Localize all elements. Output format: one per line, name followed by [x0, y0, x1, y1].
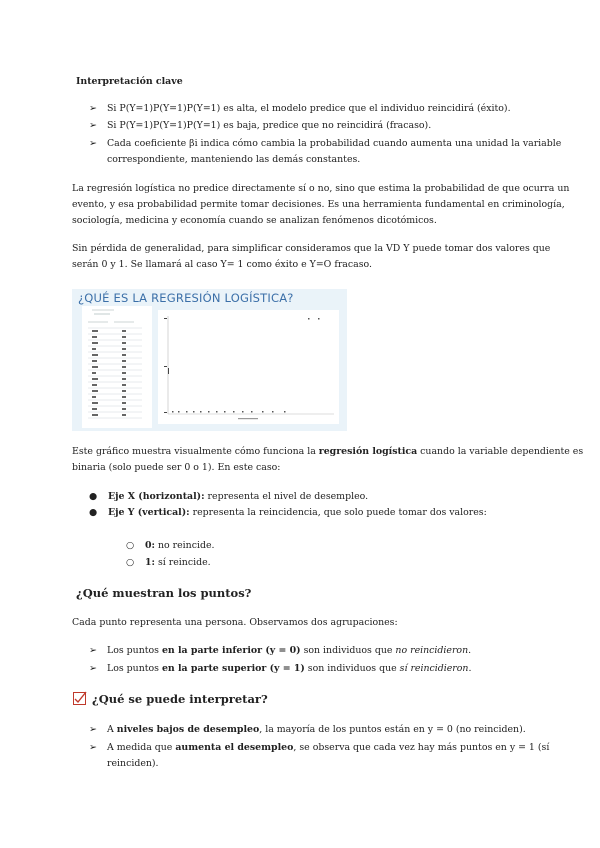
paragraph-line: La regresión logística no predice directamente sí o no, sino que estima la probabilidad de que ocurra un	[72, 183, 570, 194]
list-item	[107, 643, 471, 658]
text-segment: A medida que	[107, 742, 176, 753]
paragraph-line: evento, y esa probabilidad permite tomar decisiones. Es una herramienta fundamental en criminología,	[72, 199, 565, 210]
list-item	[107, 722, 526, 737]
bold-term: aumenta el desempleo	[175, 742, 294, 753]
section-heading-interpretar: ¿Qué se puede interpretar?	[92, 692, 268, 706]
bold-term: niveles bajos de desempleo	[116, 724, 260, 735]
figure-scatter-plot	[158, 310, 339, 424]
bold-term: Eje X (horizontal):	[108, 491, 205, 502]
text-segment: Los puntos	[107, 645, 162, 656]
bold-term: regresión logística	[318, 446, 418, 457]
text-segment: A	[107, 724, 117, 735]
arrow-bullet-icon: ➢	[89, 120, 97, 131]
bold-term: 1:	[145, 557, 155, 568]
paragraph-line: Sin pérdida de generalidad, para simplificar consideramos que la VD Y puede tomar dos valores que	[72, 243, 551, 254]
bold-term: en la parte superior (y = 1)	[161, 663, 305, 674]
section-heading-interpretacion: Interpretación clave	[76, 76, 183, 87]
text-segment: Este gráfico muestra visualmente cómo funciona la	[72, 446, 319, 457]
bold-term: 0:	[145, 540, 155, 551]
arrow-bullet-icon: ➢	[89, 742, 97, 753]
list-item	[108, 489, 368, 504]
text-segment: , se observa que cada vez hay más puntos en y = 1 (sí	[293, 742, 550, 753]
list-item	[107, 740, 549, 755]
figure-image	[72, 289, 347, 431]
arrow-bullet-icon: ➢	[89, 724, 97, 735]
scatter-thumbnail-icon	[158, 310, 339, 424]
paragraph-line: serán 0 y 1. Se llamará al caso Y= 1 como éxito e Y=O fracaso.	[72, 259, 372, 270]
bold-term: Eje Y (vertical):	[108, 507, 190, 518]
text-segment: no reincide.	[154, 540, 215, 551]
arrow-bullet-icon: ➢	[89, 663, 97, 674]
list-item: Si P(Y=1)P(Y=1)P(Y=1) es alta, el modelo predice que el individuo reincidirá (éxito).	[107, 103, 511, 114]
text-segment: son individuos que	[300, 645, 396, 656]
paragraph-line: binaria (solo puede ser 0 o 1). En este caso:	[72, 462, 281, 473]
text-segment: son individuos que	[304, 663, 400, 674]
paragraph-line: sociología, medicina y economía cuando se analizan fenómenos dicotómicos.	[72, 215, 437, 226]
arrow-bullet-icon: ➢	[89, 138, 97, 149]
list-item-continuation: correspondiente, manteniendo las demás constantes.	[107, 154, 361, 165]
circle-bullet-icon: ○	[126, 557, 135, 568]
figure-data-table	[82, 306, 152, 428]
arrow-bullet-icon: ➢	[89, 645, 97, 656]
text-segment: , la mayoría de los puntos están en y = 0 (no reinciden).	[259, 724, 526, 735]
text-segment: Los puntos	[107, 663, 162, 674]
paragraph-line	[72, 444, 583, 459]
text-segment: representa la reincidencia, que solo puede tomar dos valores:	[189, 507, 487, 518]
dot-bullet-icon: ●	[89, 491, 98, 502]
list-item	[145, 538, 214, 553]
text-segment: representa el nivel de desempleo.	[204, 491, 369, 502]
checkmark-icon	[72, 690, 88, 710]
list-item	[108, 505, 487, 520]
arrow-bullet-icon: ➢	[89, 103, 97, 114]
circle-bullet-icon: ○	[126, 540, 135, 551]
section-heading-puntos: ¿Qué muestran los puntos?	[76, 586, 252, 600]
paragraph-line: Cada punto representa una persona. Observamos dos agrupaciones:	[72, 617, 398, 628]
table-thumbnail-icon	[82, 306, 152, 428]
list-item	[107, 661, 471, 676]
text-segment: cuando la variable dependiente es	[417, 446, 584, 457]
list-item-continuation: reinciden).	[107, 758, 159, 769]
figure-title: ¿QUÉ ES LA REGRESIÓN LOGÍSTICA?	[78, 291, 294, 305]
text-segment: .	[468, 663, 472, 674]
text-segment: .	[468, 645, 472, 656]
list-item	[145, 555, 211, 570]
italic-term: no reincidieron	[395, 645, 469, 656]
list-item: Si P(Y=1)P(Y=1)P(Y=1) es baja, predice que no reincidirá (fracaso).	[107, 120, 432, 131]
italic-term: sí reincidieron	[399, 663, 469, 674]
list-item: Cada coeficiente βi indica cómo cambia la probabilidad cuando aumenta una unidad la variable	[107, 138, 562, 149]
bold-term: en la parte inferior (y = 0)	[161, 645, 301, 656]
text-segment: sí reincide.	[154, 557, 211, 568]
dot-bullet-icon: ●	[89, 507, 98, 518]
